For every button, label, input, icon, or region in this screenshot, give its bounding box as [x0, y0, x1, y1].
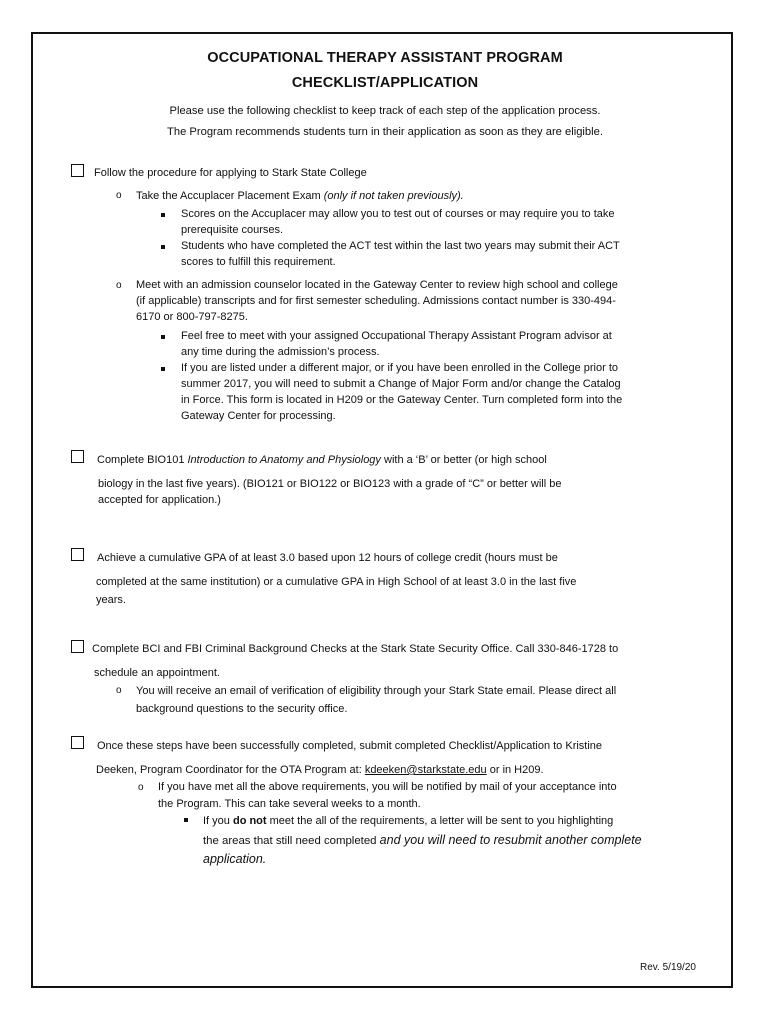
checkbox-background-check[interactable] — [71, 640, 84, 653]
item5-sub1-line2: the Program. This can take several weeks to a month. — [158, 798, 421, 810]
square-bullet — [184, 818, 188, 822]
square-bullet — [161, 245, 165, 249]
item1-sub2-line2: (if applicable) transcripts and for first semester scheduling. Admissions contact number is 330-494- — [136, 295, 616, 307]
item3-line1: Achieve a cumulative GPA of at least 3.0 based upon 12 hours of college credit (hours must be — [97, 552, 558, 564]
item1-sub2-bullet2-line3: in Force. This form is located in H209 or the Gateway Center. Turn completed form into the — [181, 394, 623, 406]
item4-line1: Complete BCI and FBI Criminal Background Checks at the Stark State Security Office. Call 330-846-1728 to — [92, 643, 619, 655]
circle-bullet: o — [116, 280, 122, 291]
circle-bullet: o — [116, 190, 122, 201]
square-bullet — [161, 335, 165, 339]
intro-line-2: The Program recommends students turn in their application as soon as they are eligible. — [167, 126, 603, 138]
item1-sub2-bullet1-line1: Feel free to meet with your assigned Occupational Therapy Assistant Program advisor at — [181, 330, 612, 342]
item4-sub1-line2: background questions to the security office. — [136, 703, 348, 715]
item5-sub1-bullet1-line1: If you do not meet the all of the requirements, a letter will be sent to you highlighting — [203, 815, 614, 827]
checkbox-submit-application[interactable] — [71, 736, 84, 749]
item1-sub1: Take the Accuplacer Placement Exam (only if not taken previously). — [136, 190, 464, 202]
item1-sub2-line1: Meet with an admission counselor located in the Gateway Center to review high school and college — [136, 279, 618, 291]
item1-sub2-bullet1-line2: any time during the admission’s process. — [181, 346, 380, 358]
item3-line3: years. — [96, 594, 126, 606]
intro-line-1: Please use the following checklist to keep track of each step of the application process. — [169, 105, 601, 117]
item1-sub1-bullet2-line1: Students who have completed the ACT test within the last two years may submit their ACT — [181, 240, 620, 252]
item1-sub1-bullet1-line1: Scores on the Accuplacer may allow you to test out of courses or may require you to take — [181, 208, 615, 220]
item1-sub2-bullet2-line1: If you are listed under a different major, or if you have been enrolled in the College prior to — [181, 362, 619, 374]
item5-sub1-bullet1-line3: application. — [203, 852, 267, 866]
item1-heading: Follow the procedure for applying to Stark State College — [94, 167, 367, 179]
item2-line1: Complete BIO101 Introduction to Anatomy and Physiology with a ‘B’ or better (or high school — [97, 454, 547, 466]
revision-date: Rev. 5/19/20 — [640, 962, 696, 973]
square-bullet — [161, 367, 165, 371]
item1-sub2-bullet2-line4: Gateway Center for processing. — [181, 410, 336, 422]
item1-sub1-bullet2-line2: scores to fulfill this requirement. — [181, 256, 336, 268]
circle-bullet: o — [138, 782, 144, 793]
item5-sub1-bullet1-line2: the areas that still need completed and you will need to resubmit another complete — [203, 833, 642, 847]
item5-line1: Once these steps have been successfully completed, submit completed Checklist/Application to Kristine — [97, 740, 603, 752]
page-title: OCCUPATIONAL THERAPY ASSISTANT PROGRAM — [207, 50, 563, 66]
checkbox-bio101[interactable] — [71, 450, 84, 463]
item1-sub2-line3: 6170 or 800-797-8275. — [136, 311, 248, 323]
circle-bullet: o — [116, 685, 122, 696]
checkbox-gpa[interactable] — [71, 548, 84, 561]
item2-line3: accepted for application.) — [98, 494, 221, 506]
item1-sub1-bullet1-line2: prerequisite courses. — [181, 224, 284, 236]
item4-line2: schedule an appointment. — [94, 667, 220, 679]
item2-line2: biology in the last five years). (BIO121 or BIO122 or BIO123 with a grade of “C” or better will be — [98, 478, 562, 490]
item1-sub2-bullet2-line2: summer 2017, you will need to submit a Change of Major Form and/or change the Catalog — [181, 378, 621, 390]
square-bullet — [161, 213, 165, 217]
item5-sub1-line1: If you have met all the above requirements, you will be notified by mail of your acceptance into — [158, 781, 617, 793]
item4-sub1-line1: You will receive an email of verification of eligibility through your Stark State email. Please direct all — [136, 685, 617, 697]
item5-line2: Deeken, Program Coordinator for the OTA Program at: kdeeken@starkstate.edu or in H209. — [96, 764, 544, 776]
email-link[interactable]: kdeeken@starkstate.edu — [364, 764, 487, 776]
item3-line2: completed at the same institution) or a cumulative GPA in High School of at least 3.0 in the last five — [96, 576, 577, 588]
page-subtitle: CHECKLIST/APPLICATION — [291, 75, 479, 91]
checkbox-apply-college[interactable] — [71, 164, 84, 177]
